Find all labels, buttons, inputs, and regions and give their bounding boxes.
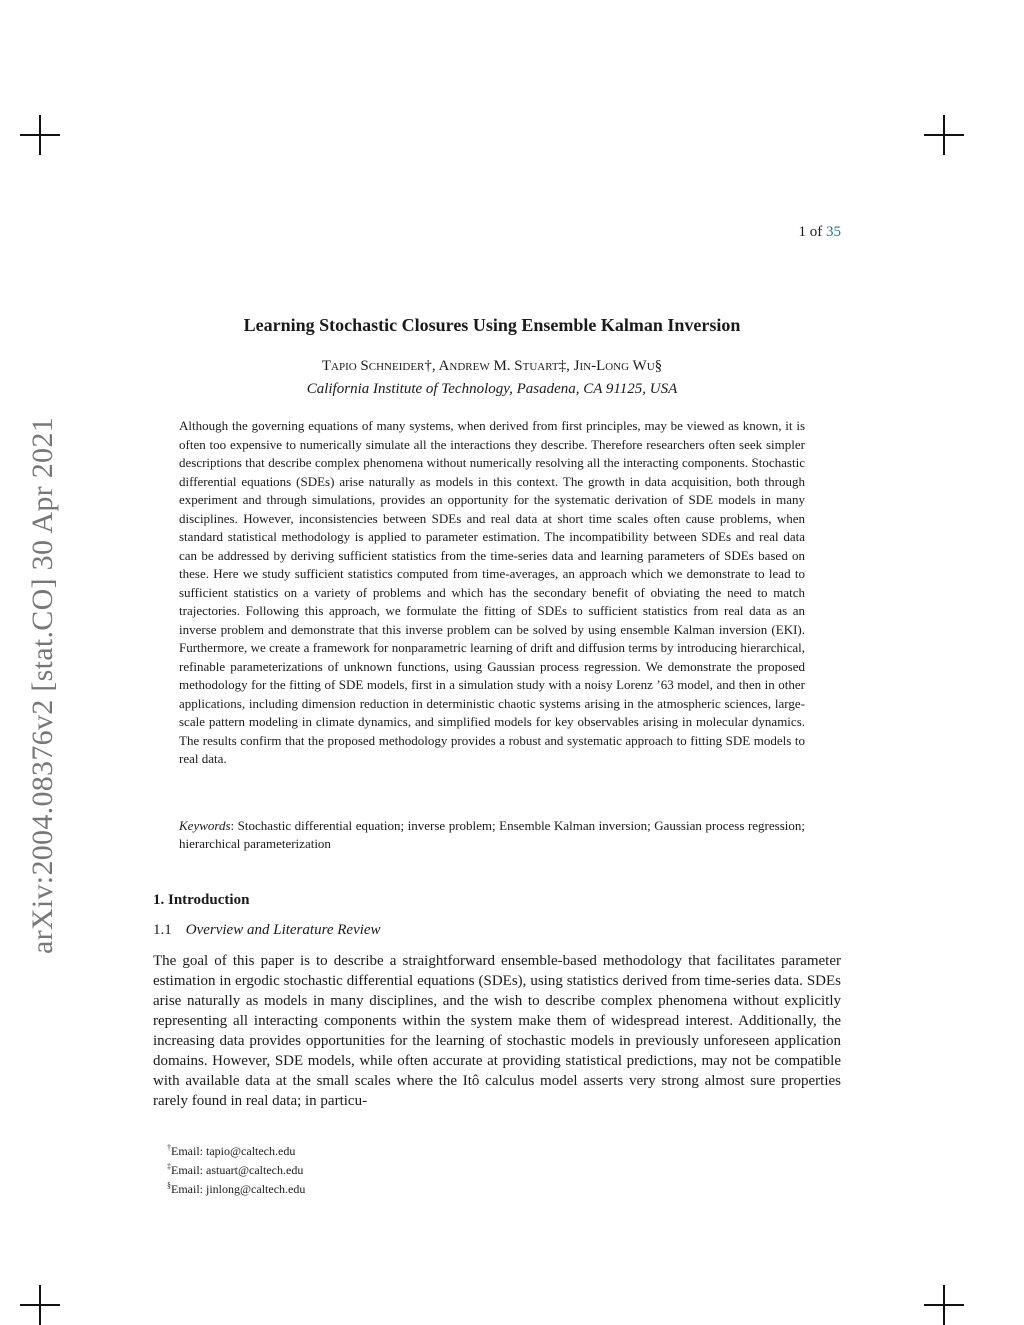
subsection-heading bbox=[153, 922, 381, 939]
footnote-mark: § bbox=[167, 1181, 171, 1190]
footnote bbox=[167, 1178, 305, 1197]
page-current: 1 of bbox=[798, 224, 823, 240]
footnote-email[interactable]: Email: jinlong@caltech.edu bbox=[171, 1182, 306, 1196]
footnote-mark: ‡ bbox=[167, 1162, 171, 1171]
crop-mark-top-left bbox=[20, 115, 60, 155]
footnote-email[interactable]: Email: astuart@caltech.edu bbox=[171, 1163, 304, 1177]
crop-mark-bottom-left bbox=[20, 1285, 60, 1325]
keywords-text: : Stochastic differential equation; inverse problem; Ensemble Kalman inversion; Gaussian process regression; hierarchical parameterization bbox=[179, 818, 805, 851]
keywords bbox=[179, 817, 805, 853]
author-list: Tapio Schneider†, Andrew M. Stuart‡, Jin-Long Wu§ bbox=[321, 358, 663, 374]
paper-title: Learning Stochastic Closures Using Ensemble Kalman Inversion bbox=[243, 315, 741, 335]
affiliation: California Institute of Technology, Pasadena, CA 91125, USA bbox=[306, 381, 678, 397]
footnote bbox=[167, 1140, 305, 1159]
intro-paragraph: The goal of this paper is to describe a straightforward ensemble-based methodology that facilitates parameter estimation in ergodic stochastic differential equations (SDEs), using statistics derived from time-series data. SDEs arise naturally as models in many disciplines, and the wish to describe complex phenomena without explicitly representing all interacting components within the system make them of widespread interest. Additionally, the increasing data provides opportunities for the learning of stochastic models in previously unforeseen application domains. However, SDE models, while often accurate at providing statistical predictions, may not be compatible with available data at the small scales where the Itô calculus model asserts very strong almost sure properties rarely found in real data; in particu- bbox=[153, 953, 841, 1109]
footnotes bbox=[167, 1140, 305, 1197]
crop-mark-bottom-right bbox=[924, 1285, 964, 1325]
footnote-email[interactable]: Email: tapio@caltech.edu bbox=[171, 1144, 296, 1158]
footnote-mark: † bbox=[167, 1143, 171, 1152]
page-number bbox=[799, 224, 842, 241]
arxiv-margin-stamp: arXiv:2004.08376v2 [stat.CO] 30 Apr 2021 bbox=[26, 417, 59, 954]
crop-mark-top-right bbox=[924, 115, 964, 155]
page-total-link[interactable]: 35 bbox=[826, 224, 841, 240]
footnote bbox=[167, 1159, 305, 1178]
section-heading-introduction: 1. Introduction bbox=[153, 892, 250, 908]
subsection-title: Overview and Literature Review bbox=[185, 922, 381, 938]
abstract: Although the governing equations of many systems, when derived from first principles, may be viewed as known, it is often too expensive to numerically simulate all the interactions they describe. Therefore researchers often seek simpler descriptions that describe complex phenomena without numerically resolving all the interacting components. Stochastic differential equations (SDEs) arise naturally as models in this context. The growth in data acquisition, both through experiment and through simulations, provides an opportunity for the systematic derivation of SDE models in many disciplines. However, inconsistencies between SDEs and real data at short time scales often cause problems, when standard statistical methodology is applied to parameter estimation. The incompatibility between SDEs and real data can be addressed by deriving sufficient statistics from the time-series data and learning parameters of SDEs based on these. Here we study sufficient statistics computed from time-averages, an approach which we demonstrate to lead to sufficient statistics on a variety of problems and which has the secondary benefit of obviating the need to match trajectories. Following this approach, we formulate the fitting of SDEs to sufficient statistics from real data as an inverse problem and demonstrate that this inverse problem can be solved by using ensemble Kalman inversion (EKI). Furthermore, we create a framework for nonparametric learning of drift and diffusion terms by introducing hierarchical, refinable parameterizations of unknown functions, using Gaussian process regression. We demonstrate the proposed methodology for the fitting of SDE models, first in a simulation study with a noisy Lorenz ’63 model, and then in other applications, including dimension reduction in deterministic chaotic systems arising in the atmospheric sciences, large-scale pattern modeling in climate dynamics, and simplified models for key observables arising in molecular dynamics. The results confirm that the proposed methodology provides a robust and systematic approach to fitting SDE models to real data. bbox=[179, 418, 805, 766]
subsection-number: 1.1 bbox=[153, 922, 172, 938]
keywords-label: Keywords bbox=[179, 818, 231, 833]
